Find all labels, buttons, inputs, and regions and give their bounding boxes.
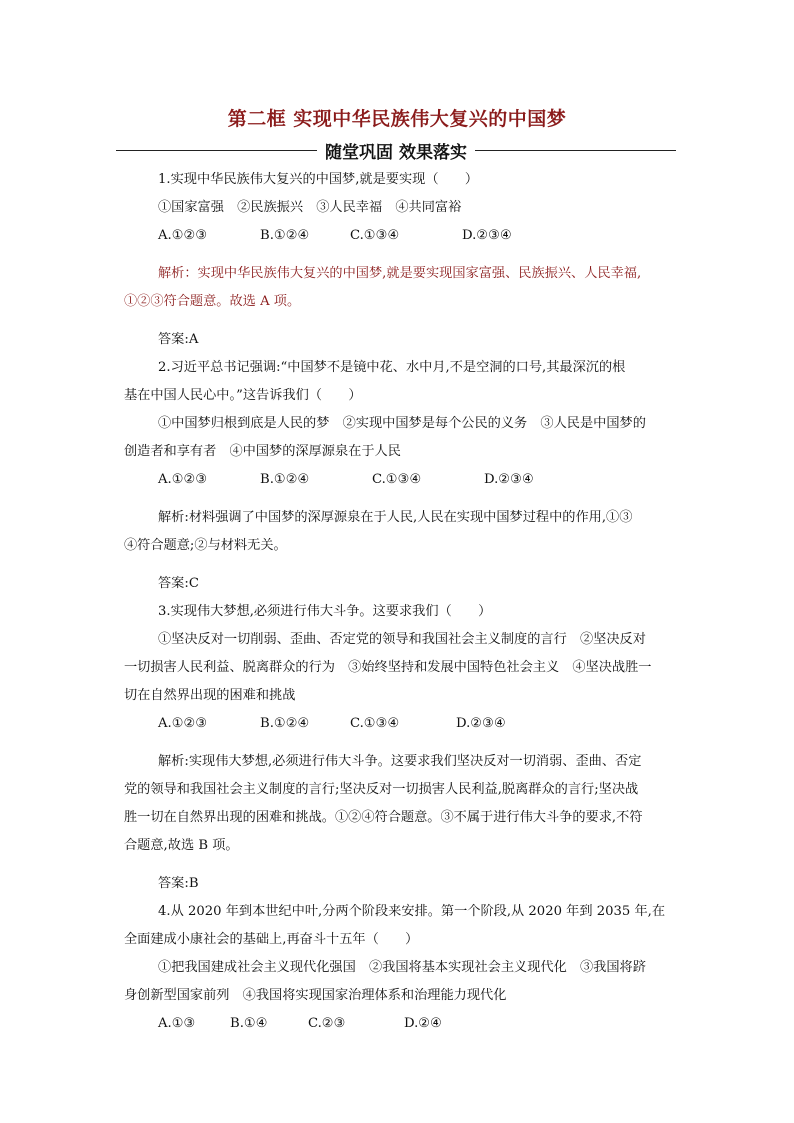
- banner-text: 随堂巩固 效果落实: [325, 142, 467, 163]
- q3-option-b: B.①②④: [260, 716, 310, 731]
- question-3: [124, 598, 676, 898]
- q4-items-line-1: ①把我国建成社会主义现代化强国 ②我国将基本实现社会主义现代化 ③我国将跻: [158, 960, 646, 975]
- question-list: [124, 166, 676, 1038]
- q4-option-a: A.①③: [158, 1016, 196, 1031]
- q1-items: ①国家富强 ②民族振兴 ③人民幸福 ④共同富裕: [158, 200, 462, 215]
- q3-items-line-2: 一切损害人民利益、脱离群众的行为 ③始终坚持和发展中国特色社会主义 ④坚决战胜一: [124, 660, 652, 675]
- q3-analysis-line-4: 合题意,故选 B 项。: [124, 838, 239, 853]
- q2-answer: 答案:C: [158, 576, 199, 591]
- q1-answer: 答案:A: [158, 332, 199, 347]
- q3-option-a: A.①②③: [158, 716, 208, 731]
- q2-option-c: C.①③④: [372, 472, 422, 487]
- q3-stem: 3.实现伟大梦想,必须进行伟大斗争。这要求我们（ ）: [158, 604, 492, 619]
- q4-options: [124, 1010, 676, 1038]
- page-title: 第二框 实现中华民族伟大复兴的中国梦: [227, 108, 567, 130]
- q2-option-a: A.①②③: [158, 472, 208, 487]
- q4-option-b: B.①④: [230, 1016, 268, 1031]
- q1-option-b: B.①②④: [260, 228, 310, 243]
- q1-option-c: C.①③④: [350, 228, 400, 243]
- q3-analysis-line-2: 党的领导和我国社会主义制度的言行;坚决反对一切损害人民利益,脱离群众的言行;坚决战: [124, 782, 639, 797]
- q2-stem-line-1: 2.习近平总书记强调:“中国梦不是镜中花、水中月,不是空洞的口号,其最深沉的根: [158, 360, 626, 375]
- q2-analysis-line-1: 解析:材料强调了中国梦的深厚源泉在于人民,人民在实现中国梦过程中的作用,①③: [158, 510, 633, 525]
- q2-items-line-1: ①中国梦归根到底是人民的梦 ②实现中国梦是每个公民的义务 ③人民是中国梦的: [158, 416, 646, 431]
- question-2: [124, 354, 676, 598]
- q4-items-line-2: 身创新型国家前列 ④我国将实现国家治理体系和治理能力现代化: [124, 988, 507, 1003]
- q2-analysis-line-2: ④符合题意;②与材料无关。: [124, 538, 287, 553]
- banner-rule-right: [475, 150, 676, 151]
- q3-option-c: C.①③④: [350, 716, 400, 731]
- q4-stem-line-2: 全面建成小康社会的基础上,再奋斗十五年（ ）: [124, 932, 419, 947]
- q3-options: [124, 710, 676, 738]
- q4-option-d: D.②④: [404, 1016, 442, 1031]
- q3-analysis-line-3: 胜一切在自然界出现的困难和挑战。①②④符合题意。③不属于进行伟大斗争的要求,不符: [124, 810, 643, 825]
- q1-option-a: A.①②③: [158, 228, 208, 243]
- q1-options: [124, 222, 676, 250]
- banner-rule-left: [116, 150, 317, 151]
- q3-answer: 答案:B: [158, 876, 199, 891]
- q3-items-line-3: 切在自然界出现的困难和挑战: [124, 688, 296, 703]
- q3-analysis-line-1: 解析:实现伟大梦想,必须进行伟大斗争。这要求我们坚决反对一切消弱、歪曲、否定: [158, 754, 642, 769]
- q3-option-d: D.②③④: [456, 716, 506, 731]
- q4-stem-line-1: 4.从 2020 年到本世纪中叶,分两个阶段来安排。第一个阶段,从 2020 年到 2035 年,在: [158, 904, 666, 919]
- q2-option-d: D.②③④: [484, 472, 534, 487]
- q3-items-line-1: ①坚决反对一切削弱、歪曲、否定党的领导和我国社会主义制度的言行 ②坚决反对: [158, 632, 646, 647]
- question-1: [124, 166, 676, 354]
- q1-analysis-line-2: ①②③符合题意。故选 A 项。: [124, 294, 301, 309]
- q2-option-b: B.①②④: [260, 472, 310, 487]
- q2-stem-line-2: 基在中国人民心中。”这告诉我们（ ）: [124, 388, 362, 403]
- q1-option-d: D.②③④: [462, 228, 512, 243]
- q1-analysis-line-1: 解析：实现中华民族伟大复兴的中国梦,就是要实现国家富强、民族振兴、人民幸福,: [158, 266, 642, 281]
- q1-stem: 1.实现中华民族伟大复兴的中国梦,就是要实现（ ）: [158, 172, 479, 187]
- q2-items-line-2: 创造者和享有者 ④中国梦的深厚源泉在于人民: [124, 444, 401, 459]
- q2-options: [124, 466, 676, 494]
- q4-option-c: C.②③: [308, 1016, 346, 1031]
- section-banner: [116, 138, 676, 162]
- question-4: [124, 898, 676, 1038]
